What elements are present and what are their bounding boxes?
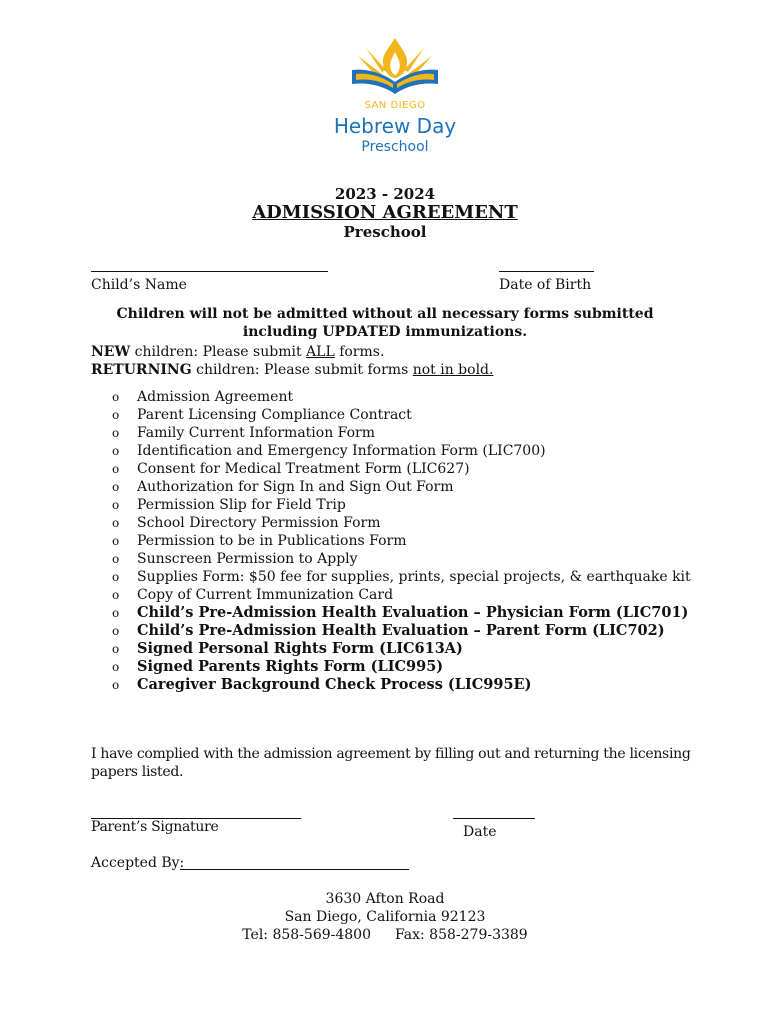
required-forms-list xyxy=(112,388,712,694)
form-item xyxy=(112,496,712,514)
child-name-line[interactable] xyxy=(91,271,328,272)
new-children-instruction xyxy=(91,343,384,361)
form-item-label: Copy of Current Immunization Card xyxy=(137,587,394,603)
form-item xyxy=(112,550,712,568)
parent-signature-label: Parent’s Signature xyxy=(91,819,219,835)
logo-text-city: SAN DIEGO xyxy=(364,100,426,111)
document-subtitle: Preschool xyxy=(343,223,427,241)
list-bullet-icon: o xyxy=(112,462,120,476)
list-bullet-icon: o xyxy=(112,606,120,620)
form-item-label: Consent for Medical Treatment Form (LIC627) xyxy=(137,461,470,477)
form-item xyxy=(112,478,712,496)
form-item-label: Permission Slip for Field Trip xyxy=(137,497,346,513)
notice-line-2: including UPDATED immunizations. xyxy=(242,324,528,340)
admission-notice xyxy=(60,305,710,341)
fax: Fax: 858-279-3389 xyxy=(395,927,528,943)
form-item xyxy=(112,622,712,640)
form-item-label: Caregiver Background Check Process (LIC995E) xyxy=(137,676,532,693)
form-item-label: School Directory Permission Form xyxy=(137,515,381,531)
dob-line[interactable] xyxy=(499,271,594,272)
signature-date-label: Date xyxy=(463,824,497,840)
statement-line-2: papers listed. xyxy=(91,764,184,780)
flame-book-icon xyxy=(330,34,460,104)
list-bullet-icon: o xyxy=(112,552,120,566)
form-item xyxy=(112,658,712,676)
form-item-label: Signed Parents Rights Form (LIC995) xyxy=(137,658,444,675)
form-item xyxy=(112,604,712,622)
accepted-by-line[interactable] xyxy=(180,869,409,870)
compliance-statement xyxy=(91,745,691,781)
new-prefix: NEW xyxy=(91,344,131,360)
logo-text-preschool: Preschool xyxy=(361,139,429,155)
list-bullet-icon: o xyxy=(112,588,120,602)
form-item xyxy=(112,424,712,442)
form-item xyxy=(112,586,712,604)
signature-date-line[interactable] xyxy=(453,818,535,819)
new-all: ALL xyxy=(306,344,335,360)
list-bullet-icon: o xyxy=(112,624,120,638)
form-item xyxy=(112,406,712,424)
list-bullet-icon: o xyxy=(112,426,120,440)
telephone: Tel: 858-569-4800 xyxy=(242,927,371,943)
form-item-label: Family Current Information Form xyxy=(137,425,376,441)
form-item-label: Identification and Emergency Information Form (LIC700) xyxy=(137,443,546,459)
form-item xyxy=(112,442,712,460)
form-item-label: Sunscreen Permission to Apply xyxy=(137,551,358,567)
form-item xyxy=(112,460,712,478)
list-bullet-icon: o xyxy=(112,444,120,458)
form-item-label: Child’s Pre-Admission Health Evaluation – Physician Form (LIC701) xyxy=(137,604,689,621)
form-item-label: Authorization for Sign In and Sign Out Form xyxy=(137,479,454,495)
list-bullet-icon: o xyxy=(112,570,120,584)
form-item xyxy=(112,640,712,658)
returning-children-instruction xyxy=(91,361,493,379)
list-bullet-icon: o xyxy=(112,678,120,692)
returning-text: children: Please submit forms xyxy=(191,362,413,378)
school-year: 2023 - 2024 xyxy=(334,185,436,203)
document-title: ADMISSION AGREEMENT xyxy=(252,202,518,223)
returning-prefix: RETURNING xyxy=(91,362,192,378)
dob-label: Date of Birth xyxy=(499,277,592,293)
address-street: 3630 Afton Road xyxy=(325,891,445,907)
form-item xyxy=(112,514,712,532)
address-phone-fax xyxy=(0,926,770,944)
statement-line-1: I have complied with the admission agreement by filling out and returning the licensing xyxy=(91,746,691,762)
form-item xyxy=(112,676,712,694)
list-bullet-icon: o xyxy=(112,390,120,404)
new-text-b: forms. xyxy=(334,344,385,360)
form-item-label: Parent Licensing Compliance Contract xyxy=(137,407,412,423)
list-bullet-icon: o xyxy=(112,408,120,422)
logo-text-name: Hebrew Day xyxy=(333,114,457,138)
form-item-label: Admission Agreement xyxy=(137,389,294,405)
form-item xyxy=(112,568,712,586)
list-bullet-icon: o xyxy=(112,498,120,512)
list-bullet-icon: o xyxy=(112,534,120,548)
new-text-a: children: Please submit xyxy=(130,344,307,360)
form-item-label: Permission to be in Publications Form xyxy=(137,533,407,549)
form-item xyxy=(112,532,712,550)
form-item-label: Child’s Pre-Admission Health Evaluation – Parent Form (LIC702) xyxy=(137,622,665,639)
notice-line-1: Children will not be admitted without all necessary forms submitted xyxy=(116,306,654,322)
form-item-label: Signed Personal Rights Form (LIC613A) xyxy=(137,640,463,657)
returning-notbold: not in bold. xyxy=(412,362,494,378)
form-item-label: Supplies Form: $50 fee for supplies, prints, special projects, & earthquake kit xyxy=(137,569,691,585)
accepted-by-label: Accepted By: xyxy=(91,855,185,871)
list-bullet-icon: o xyxy=(112,642,120,656)
list-bullet-icon: o xyxy=(112,480,120,494)
child-name-label: Child’s Name xyxy=(91,277,187,293)
list-bullet-icon: o xyxy=(112,660,120,674)
list-bullet-icon: o xyxy=(112,516,120,530)
form-item xyxy=(112,388,712,406)
address-city: San Diego, California 92123 xyxy=(284,909,486,925)
